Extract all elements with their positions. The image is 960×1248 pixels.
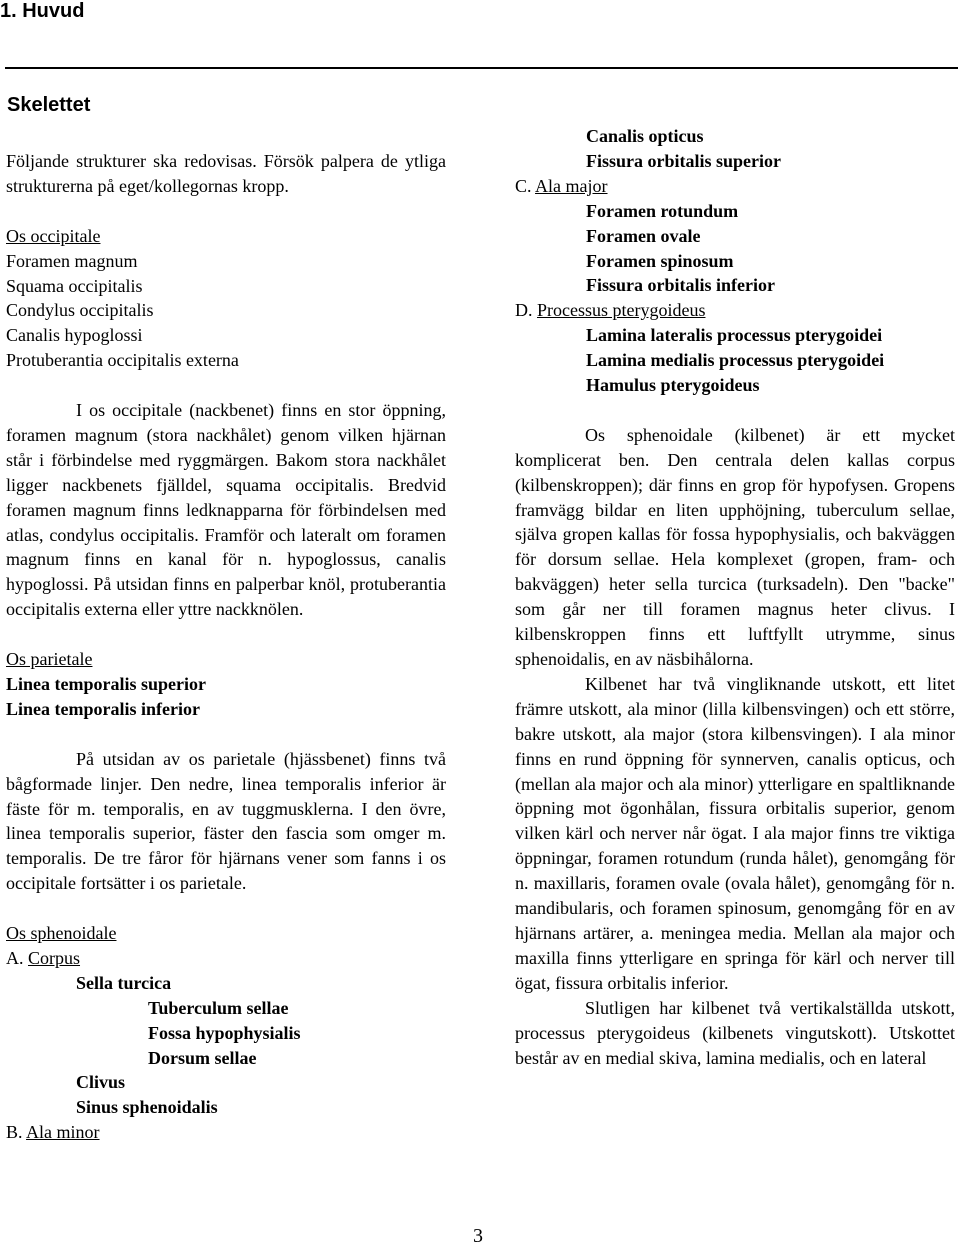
intro-text: Följande strukturer ska redovisas. Försök palpera de ytliga strukturerna på eget/kollegornas kropp. — [6, 151, 446, 196]
parietale-heading: Os parietale — [6, 649, 93, 670]
ala-minor-title: Ala minor — [26, 1122, 100, 1143]
parietale-paragraph: På utsidan av os parietale (hjässbenet) finns två bågformade linjer. Den nedre, linea temporalis inferior är fäste för m. temporalis, en av tuggmusklerna. I den övre, linea temporalis superior, fäster den fascia som omger m. temporalis. De tre fåror för hjärnans vener som fanns i os occipitale fortsätter i os parietale. — [6, 748, 446, 894]
sinus-sphenoidalis: Sinus sphenoidalis — [76, 1097, 218, 1118]
spacer — [6, 896, 446, 921]
pterygoideus-title: Processus pterygoideus — [537, 300, 706, 321]
left-column — [6, 149, 446, 1145]
list-item: Fissura orbitalis inferior — [586, 275, 775, 296]
list-item: Canalis hypoglossi — [6, 325, 143, 346]
letter-c: C. — [515, 175, 532, 196]
spacer — [6, 722, 446, 747]
ala-major-title: Ala major — [535, 175, 608, 196]
occipitale-paragraph: I os occipitale (nackbenet) finns en stor öppning, foramen magnum (stora nackhålet) genom vilken hjärnan står i förbindelse med ryggmärgen. Bakom stora nackhålet ligger nackbenets fjälldel, squama occipitalis. Bredvid foramen magnum finns ledknapparna för förbindelsen med atlas, condylus occipitalis. Framför och lateralt om foramen magnum finns en kanal för n. hypoglossus, canalis hypoglossi. På utsidan finns en palperbar knöl, protuberantia occipitalis externa eller yttre nackknölen. — [6, 400, 446, 620]
header-rule — [5, 67, 958, 69]
sphenoidale-heading: Os sphenoidale — [6, 923, 117, 944]
list-item: Lamina lateralis processus pterygoidei — [586, 325, 883, 346]
letter-d: D. — [515, 300, 533, 321]
subsection-d — [515, 298, 955, 323]
list-item: Foramen spinosum — [586, 250, 734, 271]
list-item: Fossa hypophysialis — [148, 1022, 301, 1043]
subsection-b — [6, 1120, 446, 1145]
spacer — [515, 398, 955, 423]
list-item: Lamina medialis processus pterygoidei — [586, 350, 885, 371]
letter-b: B. — [6, 1122, 23, 1143]
corpus-title: Corpus — [28, 947, 81, 968]
chapter-heading: 1. Huvud — [0, 0, 85, 22]
clivus: Clivus — [76, 1072, 126, 1093]
list-item: Dorsum sellae — [148, 1047, 257, 1068]
list-item: Foramen rotundum — [586, 200, 739, 221]
list-item: Tuberculum sellae — [148, 997, 289, 1018]
spacer — [6, 373, 446, 398]
sphenoidale-paragraph-1: Os sphenoidale (kilbenet) är ett mycket komplicerat ben. Den centrala delen kallas corpus (kilbenskroppen); där finns en grop för hypofysen. Gropens framvägg bildar en liten upphöjning, tuberculum sellae, själva gropen kallas för fossa hypophysialis, och bakväggen för dorsum sellae. Hela komplexet (gropen, fram- och bakväggen) heter sella turcica (turksadeln). Den "backe" som går ner till foramen magnus heter clivus. I kilbenskroppen finns ett luftfyllt utrymme, sinus sphenoidalis, en av näsbihålorna. — [515, 424, 955, 670]
list-item: Linea temporalis inferior — [6, 698, 200, 719]
list-item: Fissura orbitalis superior — [586, 150, 782, 171]
list-item: Hamulus pterygoideus — [586, 375, 760, 396]
list-item: Foramen magnum — [6, 250, 138, 271]
list-item: Canalis opticus — [586, 126, 704, 146]
subsection-a — [6, 946, 446, 971]
subsection-c — [515, 174, 955, 199]
occipitale-heading: Os occipitale — [6, 225, 101, 246]
sella-turcica: Sella turcica — [76, 972, 172, 993]
section-title: Skelettet — [7, 94, 91, 116]
sphenoidale-paragraph-3: Slutligen har kilbenet två vertikalställda utskott, processus pterygoideus (kilbenets vingutskott). Utskottet består av en medial skiva, lamina medialis, och en lateral — [515, 997, 955, 1068]
list-item: Squama occipitalis — [6, 275, 143, 296]
page-number: 3 — [473, 1225, 483, 1247]
sphenoidale-paragraph-2: Kilbenet har två vingliknande utskott, ett litet främre utskott, ala minor (lilla kilbensvingen) och ett större, bakre utskott, ala major (stora kilbensvingen). I ala minor finns en rund öppning för synnerven, canalis opticus, och (mellan ala major och ala minor) ytterligare en spaltliknande öppning mot ögonhålan, fissura orbitalis superior, genom vilken kärl och nerver når ögat. I ala major finns tre viktiga öppningar, foramen rotundum (runda hålet), genomgång för n. maxillaris, foramen ovale (ovala hålet), genomgång för n. mandibularis, och foramen spinosum, genomgång för en av hjärnans artärer, a. meningea media. Mellan ala major och maxilla finns ytterligare en springa för kärl och nerver till ögat, fissura orbitalis inferior. — [515, 673, 955, 993]
letter-a: A. — [6, 947, 24, 968]
spacer — [6, 199, 446, 224]
list-item: Linea temporalis superior — [6, 673, 206, 694]
right-column — [515, 124, 955, 1070]
list-item: Condylus occipitalis — [6, 300, 154, 321]
list-item: Protuberantia occipitalis externa — [6, 350, 239, 371]
list-item: Foramen ovale — [586, 225, 701, 246]
spacer — [6, 622, 446, 647]
